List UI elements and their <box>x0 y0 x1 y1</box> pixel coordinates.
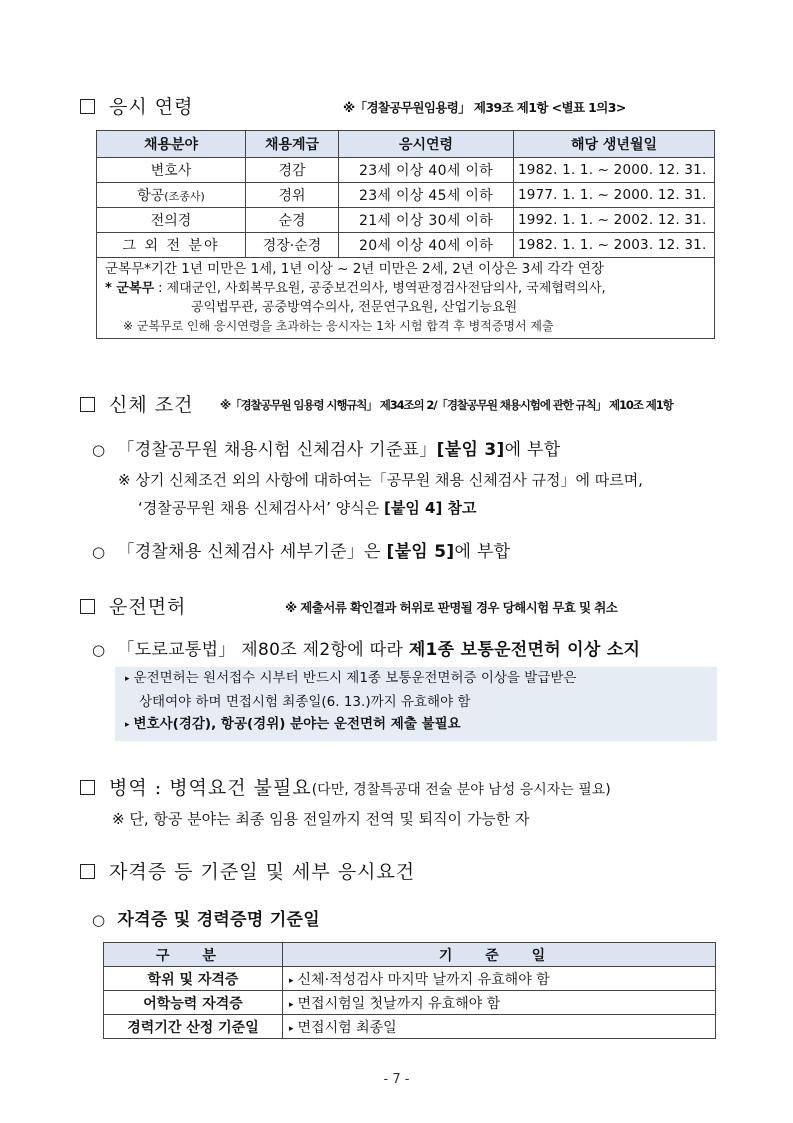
cell-date: ▸ 면접시험 최종일 <box>283 1015 716 1039</box>
cell-rank: 경장·순경 <box>246 233 339 258</box>
page-number: - 7 - <box>383 1072 410 1087</box>
table-row <box>104 991 716 1015</box>
section-title: 운전면허 <box>109 596 187 618</box>
col-header-rank: 채용계급 <box>246 131 339 158</box>
circle-bullet-icon: ○ <box>92 543 106 561</box>
section-title: 병역 : 병역요건 불필요 <box>109 777 312 799</box>
checkbox-square-icon <box>80 99 95 114</box>
legal-reference: ※ 제출서류 확인결과 허위로 판명될 경우 당해시험 무효 및 취소 <box>285 600 618 615</box>
checkbox-square-icon <box>80 864 95 879</box>
cell-field: 전의경 <box>97 208 246 233</box>
cell-category: 어학능력 자격증 <box>104 991 283 1015</box>
circle-bullet-icon: ○ <box>92 641 106 659</box>
cell-age: 21세 이상 30세 이하 <box>339 208 514 233</box>
cell-age: 23세 이상 45세 이하 <box>339 183 514 208</box>
cell-category: 학위 및 자격증 <box>104 967 283 991</box>
note-line: ‘경찰공무원 채용 신체검사서’ 양식은 [붙임 4] 참고 <box>138 499 477 517</box>
detail-line: ▸ 변호사(경감), 항공(경위) 분야는 운전면허 제출 불필요 <box>125 716 461 732</box>
detail-line: 상태여야 하며 면접시험 최종일(6. 13.)까지 유효해야 함 <box>139 694 471 710</box>
col-header-birth: 해당 생년월일 <box>514 131 715 158</box>
checkbox-square-icon <box>80 397 95 412</box>
checkbox-square-icon <box>80 780 95 795</box>
detail-line: ▸ 운전면허는 원서접수 시부터 반드시 제1종 보통운전면허증 이상을 발급받은 <box>125 670 577 686</box>
legal-reference: ※「경찰공무원임용령」 제39조 제1항 <별표 1의3> <box>343 100 626 115</box>
cell-birth: 1982. 1. 1. ~ 2003. 12. 31. <box>514 233 715 258</box>
cell-rank: 경위 <box>246 183 339 208</box>
table-header-row <box>97 131 715 158</box>
cell-date: ▸ 면접시험일 첫날까지 유효해야 함 <box>283 991 716 1015</box>
table-row <box>104 1015 716 1039</box>
triangle-bullet-icon: ▸ <box>289 999 294 1010</box>
checkbox-square-icon <box>80 599 95 614</box>
criteria-table <box>103 942 716 1039</box>
table-row <box>97 208 715 233</box>
section-criteria-heading <box>80 857 415 884</box>
circle-bullet-icon: ○ <box>92 911 106 929</box>
col-header-age: 응시연령 <box>339 131 514 158</box>
section-military-heading: 병역 : 병역요건 불필요(다만, 경찰특공대 전술 분야 남성 응시자는 필요) <box>80 773 611 800</box>
cell-category: 경력기간 산정 기준일 <box>104 1015 283 1039</box>
triangle-bullet-icon: ▸ <box>289 1023 294 1034</box>
circle-bullet-icon: ○ <box>92 441 106 459</box>
cell-field: 항공(조종사) <box>97 183 246 208</box>
note-line: ※ 상기 신체조건 외의 사항에 대하여는「공무원 채용 신체검사 규정」에 따르며, <box>118 471 643 489</box>
bullet-item: ○ 「경찰공무원 채용시험 신체검사 기준표」[붙임 3]에 부합 <box>92 440 561 460</box>
note-line: 군복무*기간 1년 미만은 1세, 1년 이상 ~ 2년 미만은 2세, 2년 이상은 3세 각각 연장 <box>105 261 604 277</box>
cell-field: 그 외 전 분야 <box>97 233 246 258</box>
col-header-field: 채용분야 <box>97 131 246 158</box>
triangle-bullet-icon: ▸ <box>289 975 294 986</box>
note-line: ※ 단, 항공 분야는 최종 임용 전일까지 전역 및 퇴직이 가능한 자 <box>112 810 530 828</box>
bullet-item: ○ 자격증 및 경력증명 기준일 <box>92 910 320 930</box>
legal-reference: ※「경찰공무원 임용령 시행규칙」 제34조의 2/「경찰공무원 채용시험에 관한 규칙」 제10조 제1항 <box>220 398 673 412</box>
section-physical-heading <box>80 390 193 417</box>
section-title: 신체 조건 <box>109 394 194 416</box>
military-service-note <box>97 258 715 339</box>
table-row <box>97 233 715 258</box>
triangle-bullet-icon: ▸ <box>125 674 130 684</box>
col-header-date: 기 준 일 <box>283 943 716 967</box>
cell-rank: 순경 <box>246 208 339 233</box>
license-detail-box <box>115 667 717 741</box>
table-row <box>97 158 715 183</box>
age-table <box>96 130 715 339</box>
bullet-item: ○ 「도로교통법」 제80조 제2항에 따라 제1종 보통운전면허 이상 소지 <box>92 640 641 660</box>
table-row <box>97 183 715 208</box>
section-license-heading <box>80 592 186 619</box>
cell-field: 변호사 <box>97 158 246 183</box>
cell-birth: 1992. 1. 1. ~ 2002. 12. 31. <box>514 208 715 233</box>
table-header-row <box>104 943 716 967</box>
table-note-row <box>97 258 715 339</box>
table-row <box>104 967 716 991</box>
cell-birth: 1982. 1. 1. ~ 2000. 12. 31. <box>514 158 715 183</box>
cell-age: 23세 이상 40세 이하 <box>339 158 514 183</box>
cell-birth: 1977. 1. 1. ~ 2000. 12. 31. <box>514 183 715 208</box>
cell-age: 20세 이상 40세 이하 <box>339 233 514 258</box>
cell-rank: 경감 <box>246 158 339 183</box>
note-line: ※ 군복무로 인해 응시연령을 초과하는 응시자는 1차 시험 합격 후 병적증명서 제출 <box>123 319 554 333</box>
bullet-item: ○ 「경찰채용 신체검사 세부기준」은 [붙임 5]에 부합 <box>92 542 511 562</box>
note-line: * 군복무 : 제대군인, 사회복무요원, 공중보건의사, 병역판정검사전담의사, 국제협력의사, <box>105 281 606 296</box>
note-line: 공익법무관, 공중방역수의사, 전문연구요원, 산업기능요원 <box>191 300 518 315</box>
col-header-category: 구 분 <box>104 943 283 967</box>
section-age-heading <box>80 92 193 119</box>
cell-date: ▸ 신체·적성검사 마지막 날까지 유효해야 함 <box>283 967 716 991</box>
section-title: 자격증 등 기준일 및 세부 응시요건 <box>109 861 416 883</box>
section-title: 응시 연령 <box>109 96 194 118</box>
triangle-bullet-icon: ▸ <box>125 720 130 730</box>
